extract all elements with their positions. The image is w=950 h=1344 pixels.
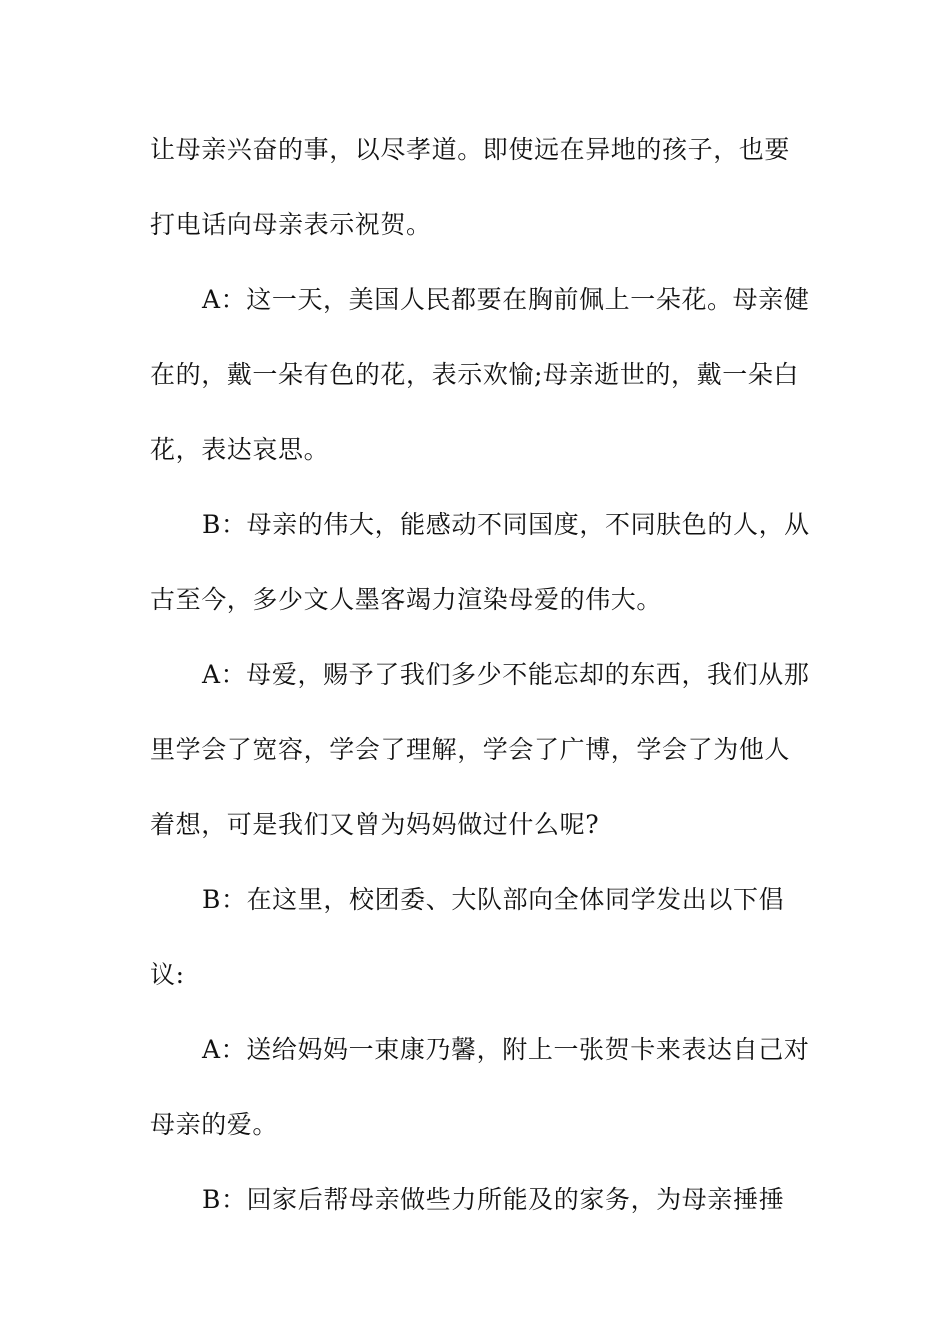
text-line: 花，表达哀思。	[150, 435, 330, 464]
text-line: 打电话向母亲表示祝贺。	[150, 210, 432, 239]
text-line: 着想，可是我们又曾为妈妈做过什么呢?	[150, 810, 600, 839]
paragraph-line: A：母爱，赐予了我们多少不能忘却的东西，我们从那	[202, 660, 810, 689]
text-line: 母亲的爱。	[150, 1110, 279, 1139]
text-line: 在的，戴一朵有色的花，表示欢愉;母亲逝世的，戴一朵白	[150, 360, 800, 389]
text-line: 古至今，多少文人墨客竭力渲染母爱的伟大。	[150, 585, 663, 614]
text-line: 里学会了宽容，学会了理解，学会了广博，学会了为他人	[150, 735, 791, 764]
text-line: 议:	[150, 960, 185, 989]
paragraph-line: B：在这里，校团委、大队部向全体同学发出以下倡	[202, 885, 785, 914]
paragraph-line: A：送给妈妈一束康乃馨，附上一张贺卡来表达自己对	[202, 1035, 810, 1064]
paragraph-line: A：这一天，美国人民都要在胸前佩上一朵花。母亲健	[202, 285, 810, 314]
text-line: 让母亲兴奋的事，以尽孝道。即使远在异地的孩子，也要	[150, 135, 791, 164]
paragraph-line: B：母亲的伟大，能感动不同国度，不同肤色的人，从	[202, 510, 810, 539]
paragraph-line: B：回家后帮母亲做些力所能及的家务，为母亲捶捶	[202, 1185, 785, 1214]
